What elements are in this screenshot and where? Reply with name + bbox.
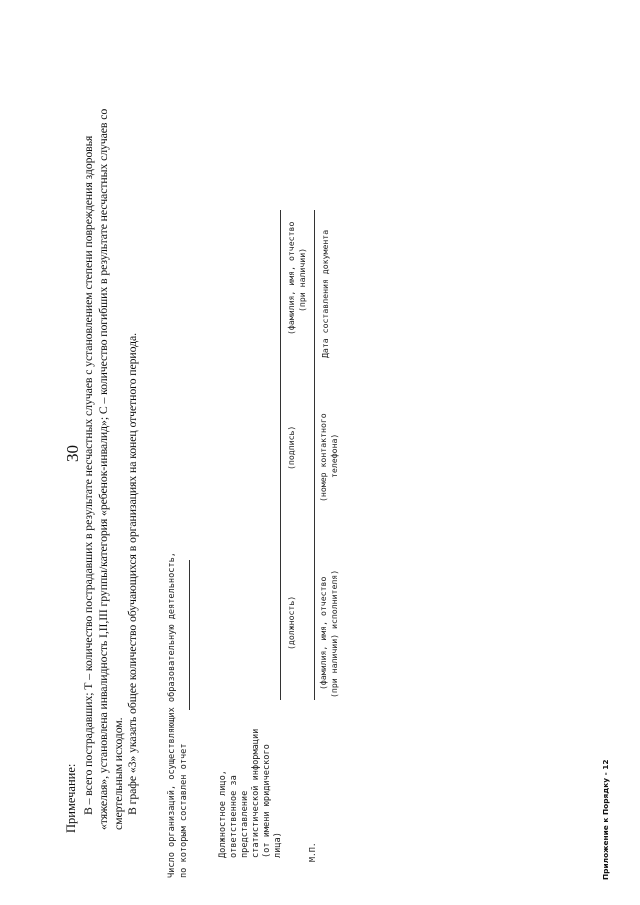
- stamp-label: М.П.: [307, 842, 317, 862]
- phone-caption-line2: телефона): [329, 433, 339, 478]
- org-count-label-line2: по которым составлен отчет: [179, 743, 189, 878]
- footer-appendix-label: Приложение к Порядку - 12: [601, 759, 610, 880]
- page-number: 30: [63, 445, 82, 462]
- executor-fio-caption-line1: (фамилия, имя, отчество: [318, 576, 328, 690]
- executor-fio-caption-line2: (при наличии) исполнителя): [329, 569, 339, 698]
- executor-line: [314, 210, 315, 700]
- responsible-line-4: статистической информации: [251, 728, 261, 858]
- fio-caption-line1: (фамилия, имя, отчество: [286, 221, 296, 335]
- fio-caption-line2: (при наличии): [297, 247, 307, 312]
- responsible-line-5: (от имени юридического: [262, 744, 272, 858]
- responsible-line-2: ответственное за: [229, 775, 239, 858]
- note-title: Примечание:: [64, 763, 78, 833]
- note-line-2: «тяжелая», установлена инвалидность I,II,III группы/категория «ребенок-инвалид»; С – количество погибших в результате несчастных случаев со: [96, 108, 110, 830]
- phone-caption-line1: (номер контактного: [318, 413, 328, 502]
- note-line-3: смертельным исходом.: [111, 717, 125, 830]
- signature-line: [280, 210, 281, 700]
- note-line-4: В графе «3» указать общее количество обучающихся в организациях на конец отчетного периода.: [125, 333, 139, 815]
- document-date-caption: Дата составления документа: [320, 229, 330, 358]
- responsible-line-3: представление: [240, 790, 250, 858]
- org-count-label-line1: Число организаций, осуществляющих образовательную деятельность,: [167, 552, 177, 878]
- note-line-1: В – всего пострадавших; Т – количество пострадавших в результате несчастных случаев с установлением степени повреждения здоровья: [81, 135, 95, 815]
- signature-caption: (подпись): [286, 425, 296, 470]
- org-count-field-line: [189, 560, 190, 710]
- responsible-line-6: лица): [273, 832, 283, 858]
- responsible-line-1: Должностное лицо,: [218, 770, 228, 858]
- position-caption: (должность): [286, 595, 296, 650]
